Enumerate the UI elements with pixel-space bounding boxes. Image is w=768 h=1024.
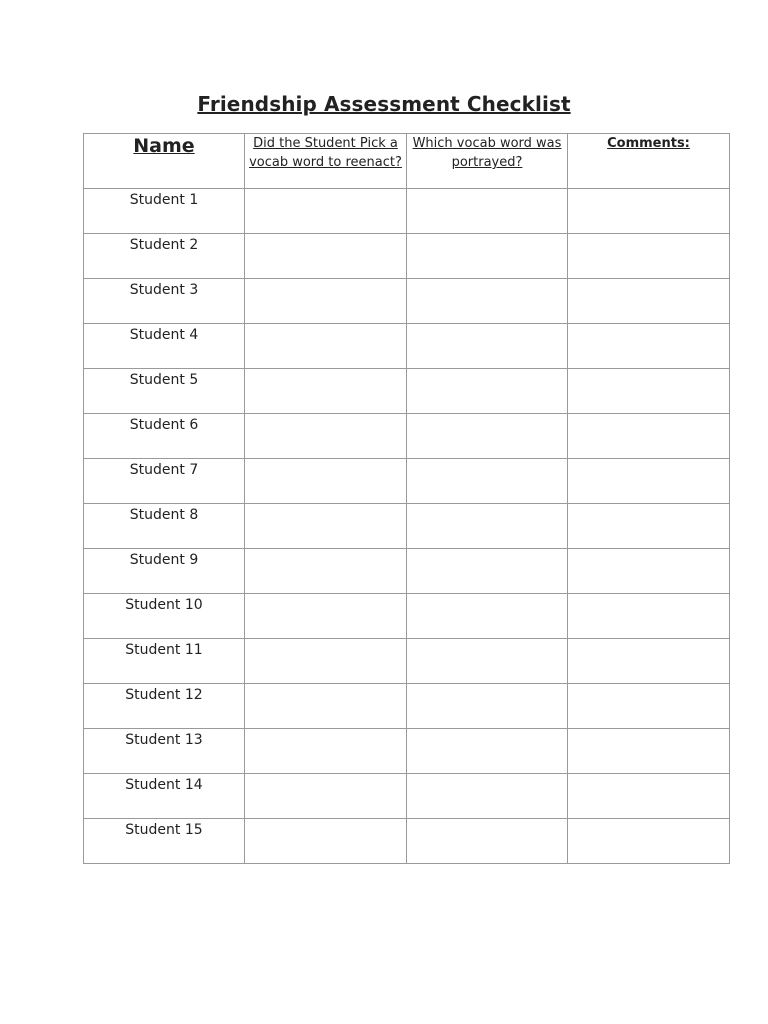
table-row — [84, 549, 730, 594]
vocab-word-cell[interactable] — [407, 819, 568, 864]
table-row — [84, 279, 730, 324]
student-name: Student 8 — [129, 507, 199, 523]
picked-vocab-cell[interactable] — [245, 504, 407, 549]
vocab-word-cell[interactable] — [407, 729, 568, 774]
picked-vocab-cell[interactable] — [245, 189, 407, 234]
vocab-word-cell[interactable] — [407, 414, 568, 459]
student-name: Student 5 — [129, 372, 199, 388]
table-row — [84, 774, 730, 819]
comments-cell[interactable] — [568, 459, 730, 504]
picked-vocab-cell[interactable] — [245, 369, 407, 414]
student-name: Student 2 — [129, 237, 199, 253]
table-row — [84, 369, 730, 414]
vocab-word-cell[interactable] — [407, 459, 568, 504]
student-name-cell — [84, 504, 245, 549]
vocab-word-cell[interactable] — [407, 189, 568, 234]
picked-vocab-cell[interactable] — [245, 459, 407, 504]
table-row — [84, 459, 730, 504]
picked-vocab-cell[interactable] — [245, 639, 407, 684]
student-name-cell — [84, 414, 245, 459]
student-name-cell — [84, 774, 245, 819]
table-body — [84, 189, 730, 864]
comments-cell[interactable] — [568, 234, 730, 279]
picked-vocab-cell[interactable] — [245, 729, 407, 774]
comments-cell[interactable] — [568, 729, 730, 774]
vocab-word-cell[interactable] — [407, 324, 568, 369]
picked-vocab-cell[interactable] — [245, 774, 407, 819]
vocab-word-cell[interactable] — [407, 594, 568, 639]
table-row — [84, 414, 730, 459]
vocab-word-cell[interactable] — [407, 369, 568, 414]
table-row — [84, 684, 730, 729]
comments-cell[interactable] — [568, 594, 730, 639]
picked-vocab-cell[interactable] — [245, 549, 407, 594]
table-row — [84, 819, 730, 864]
student-name: Student 6 — [129, 417, 199, 433]
student-name-cell — [84, 594, 245, 639]
student-name-cell — [84, 279, 245, 324]
vocab-word-cell[interactable] — [407, 279, 568, 324]
student-name-cell — [84, 189, 245, 234]
comments-cell[interactable] — [568, 279, 730, 324]
vocab-word-cell[interactable] — [407, 684, 568, 729]
vocab-word-cell[interactable] — [407, 639, 568, 684]
student-name-cell — [84, 819, 245, 864]
vocab-word-cell[interactable] — [407, 774, 568, 819]
picked-vocab-column-header: Did the Student Pick a vocab word to reenact? — [245, 134, 407, 189]
student-name: Student 9 — [129, 552, 199, 568]
table-row — [84, 189, 730, 234]
vocab-word-cell[interactable] — [407, 549, 568, 594]
student-name-cell — [84, 234, 245, 279]
picked-vocab-cell[interactable] — [245, 234, 407, 279]
student-name-cell — [84, 729, 245, 774]
comments-cell[interactable] — [568, 504, 730, 549]
student-name: Student 7 — [129, 462, 199, 478]
picked-vocab-cell[interactable] — [245, 594, 407, 639]
student-name: Student 3 — [129, 282, 199, 298]
table-header-row — [84, 134, 730, 189]
student-name: Student 13 — [125, 732, 203, 748]
student-name: Student 11 — [125, 642, 203, 658]
table-row — [84, 234, 730, 279]
comments-cell[interactable] — [568, 774, 730, 819]
student-name-cell — [84, 324, 245, 369]
student-name: Student 15 — [125, 822, 203, 838]
comments-cell[interactable] — [568, 549, 730, 594]
assessment-table — [83, 133, 730, 864]
picked-vocab-cell[interactable] — [245, 414, 407, 459]
comments-cell[interactable] — [568, 684, 730, 729]
table-row — [84, 729, 730, 774]
picked-vocab-cell[interactable] — [245, 279, 407, 324]
comments-cell[interactable] — [568, 414, 730, 459]
student-name-cell — [84, 639, 245, 684]
student-name: Student 4 — [129, 327, 199, 343]
student-name: Student 12 — [125, 687, 203, 703]
student-name-cell — [84, 684, 245, 729]
table-row — [84, 594, 730, 639]
vocab-word-column-header: Which vocab word was portrayed? — [407, 134, 568, 189]
table-row — [84, 504, 730, 549]
comments-cell[interactable] — [568, 324, 730, 369]
student-name-cell — [84, 459, 245, 504]
vocab-word-cell[interactable] — [407, 504, 568, 549]
picked-vocab-cell[interactable] — [245, 819, 407, 864]
comments-column-header: Comments: — [568, 134, 730, 189]
name-column-header: Name — [84, 134, 245, 189]
student-name-cell — [84, 369, 245, 414]
comments-cell[interactable] — [568, 639, 730, 684]
page-title: Friendship Assessment Checklist — [197, 92, 571, 116]
table-row — [84, 324, 730, 369]
student-name: Student 14 — [125, 777, 203, 793]
comments-cell[interactable] — [568, 819, 730, 864]
picked-vocab-cell[interactable] — [245, 324, 407, 369]
student-name: Student 1 — [129, 192, 199, 208]
picked-vocab-cell[interactable] — [245, 684, 407, 729]
table-row — [84, 639, 730, 684]
comments-cell[interactable] — [568, 189, 730, 234]
student-name: Student 10 — [125, 597, 203, 613]
vocab-word-cell[interactable] — [407, 234, 568, 279]
student-name-cell — [84, 549, 245, 594]
comments-cell[interactable] — [568, 369, 730, 414]
